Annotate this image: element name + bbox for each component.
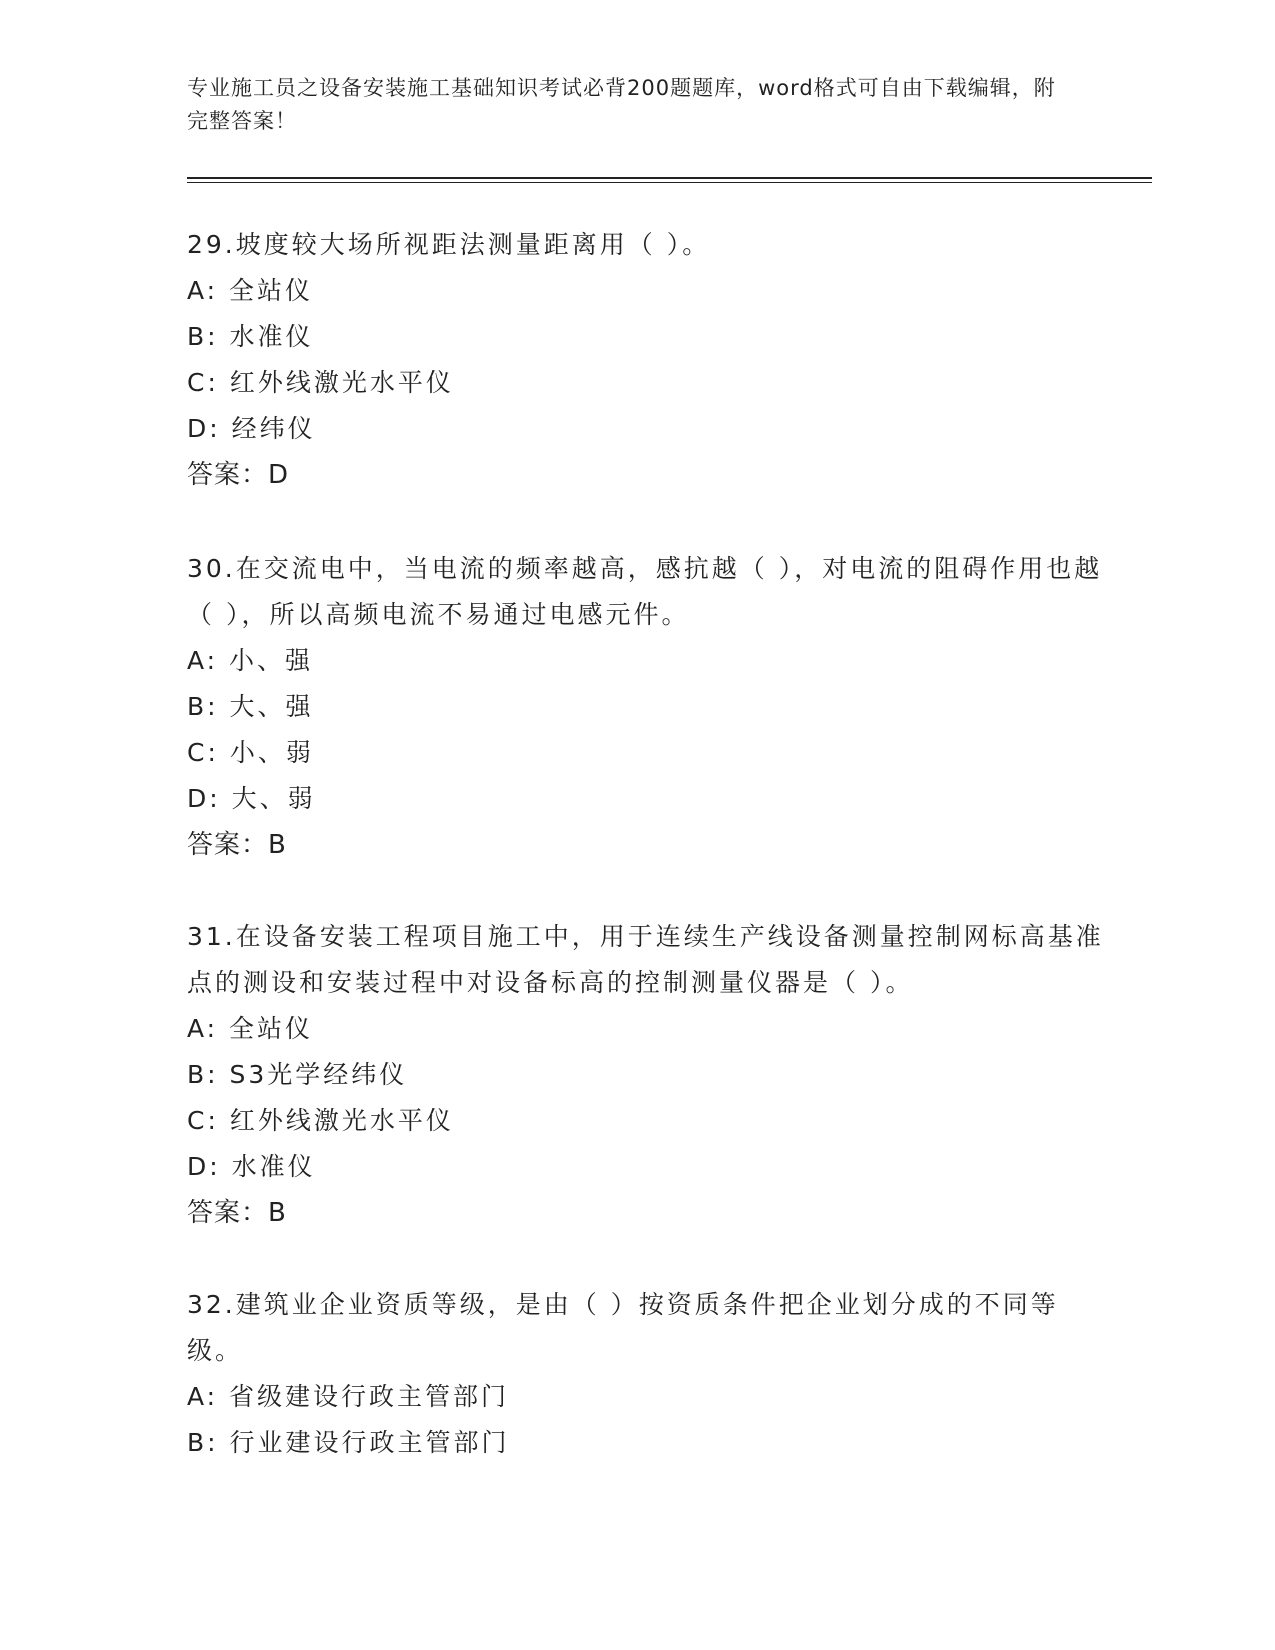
question-stem: 30.在交流电中，当电流的频率越高，感抗越（ ），对电流的阻碍作用也越（ ），所以高频电流不易通过电感元件。 (187, 554, 1103, 629)
question-29 (187, 222, 1107, 498)
question-stem: 32.建筑业企业资质等级，是由（ ）按资质条件把企业划分成的不同等级。 (187, 1290, 1059, 1365)
answer: 答案：B (187, 830, 287, 860)
option-d: D: 大、弱 (187, 784, 316, 813)
answer: 答案：D (187, 460, 290, 490)
option-b: B: S3光学经纬仪 (187, 1060, 408, 1089)
option-b: B: 大、强 (187, 692, 314, 721)
option-c: C: 红外线激光水平仪 (187, 368, 454, 397)
option-c: C: 红外线激光水平仪 (187, 1106, 454, 1135)
option-d: D: 经纬仪 (187, 414, 316, 443)
question-30 (187, 546, 1107, 868)
option-a: A: 全站仪 (187, 276, 314, 305)
option-a: A: 省级建设行政主管部门 (187, 1382, 510, 1411)
question-stem: 29.坡度较大场所视距法测量距离用（ ）。 (187, 230, 711, 259)
option-b: B: 水准仪 (187, 322, 314, 351)
header-rule-thin (187, 182, 1152, 183)
option-b: B: 行业建设行政主管部门 (187, 1428, 510, 1457)
answer: 答案：B (187, 1198, 287, 1228)
question-32 (187, 1282, 1107, 1466)
header-rule-thick (187, 177, 1152, 179)
option-a: A: 小、强 (187, 646, 314, 675)
option-d: D: 水准仪 (187, 1152, 316, 1181)
option-a: A: 全站仪 (187, 1014, 314, 1043)
question-stem: 31.在设备安装工程项目施工中，用于连续生产线设备测量控制网标高基准点的测设和安装过程中对设备标高的控制测量仪器是（ ）。 (187, 922, 1104, 997)
question-31 (187, 914, 1107, 1236)
option-c: C: 小、弱 (187, 738, 314, 767)
document-header: 专业施工员之设备安装施工基础知识考试必背200题题库，word格式可自由下载编辑，附完整答案！ (187, 76, 1056, 133)
